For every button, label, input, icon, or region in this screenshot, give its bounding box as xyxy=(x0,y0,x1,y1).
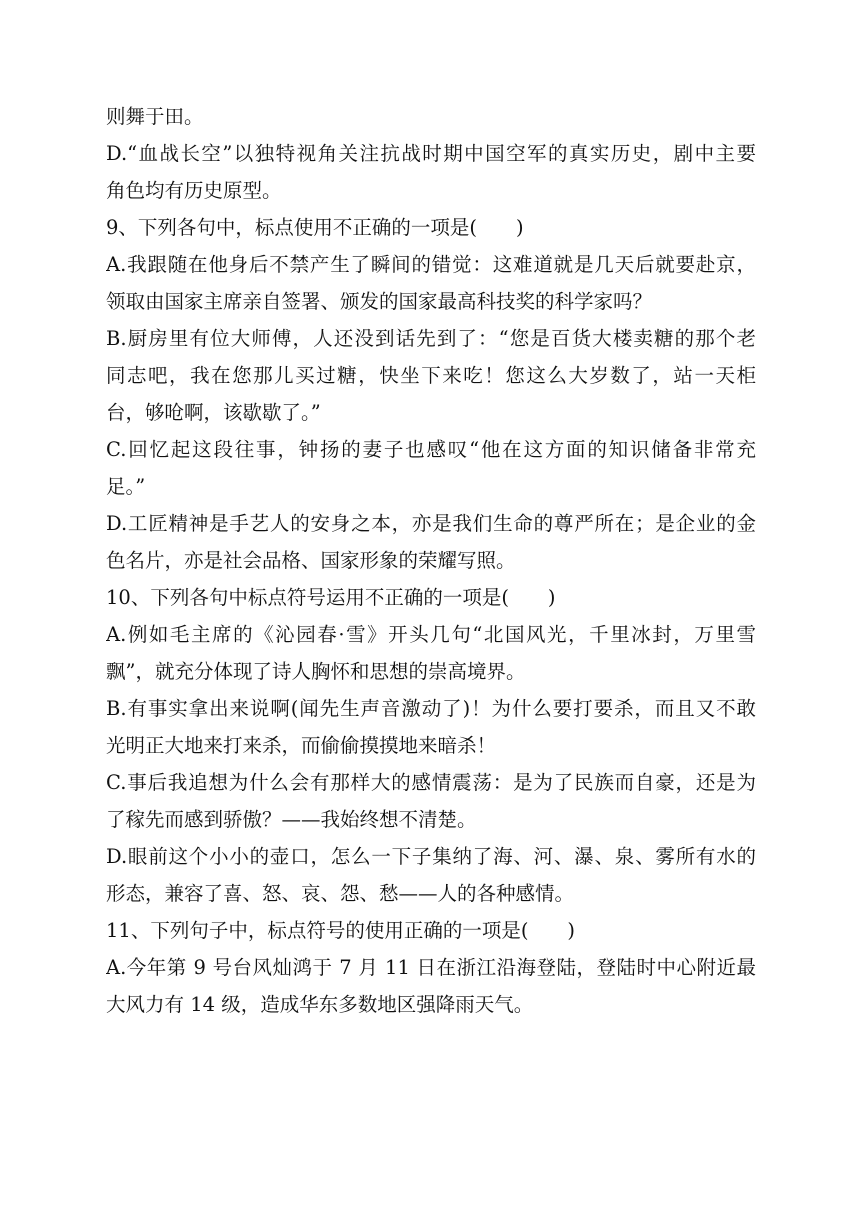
text-line: 台，够呛啊，该歇歇了。” xyxy=(106,401,321,424)
text-line: C.事后我追想为什么会有那样大的感情震荡：是为了民族而自豪，还是为 xyxy=(106,771,756,794)
text-line: 色名片，亦是社会品格、国家形象的荣耀写照。 xyxy=(106,549,516,572)
text-line: 光明正大地来打来杀，而偷偷摸摸地来暗杀！ xyxy=(106,734,497,757)
text-line: A.今年第 9 号台风灿鸿于 7 月 11 日在浙江沿海登陆，登陆时中心附近最 xyxy=(106,956,756,979)
question-11-stem: 11、下列句子中，标点符号的使用正确的一项是( ) xyxy=(106,919,576,942)
text-line: 则舞于田。 xyxy=(106,105,204,128)
text-line: 形态，兼容了喜、怒、哀、怨、愁——人的各种感情。 xyxy=(106,882,575,905)
text-line: 足。” xyxy=(106,475,146,498)
question-9-stem: 9、下列各句中，标点使用不正确的一项是( ) xyxy=(106,216,524,239)
text-line: 角色均有历史原型。 xyxy=(106,179,282,202)
text-line: B.有事实拿出来说啊(闻先生声音激动了)！为什么要打要杀，而且又不敢 xyxy=(106,697,756,720)
text-line: 同志吧，我在您那儿买过糖，快坐下来吃！您这么大岁数了，站一天柜 xyxy=(106,364,756,387)
text-line: D.工匠精神是手艺人的安身之本，亦是我们生命的尊严所在；是企业的金 xyxy=(106,512,756,535)
text-line: 领取由国家主席亲自签署、颁发的国家最高科技奖的科学家吗？ xyxy=(106,290,653,313)
text-line: A.例如毛主席的《沁园春·雪》开头几句“北国风光，千里冰封，万里雪 xyxy=(106,623,756,646)
text-line: C.回忆起这段往事，钟扬的妻子也感叹“他在这方面的知识储备非常充 xyxy=(106,438,756,461)
text-line: 大风力有 14 级，造成华东多数地区强降雨天气。 xyxy=(106,993,534,1016)
text-line: A.我跟随在他身后不禁产生了瞬间的错觉：这难道就是几天后就要赴京， xyxy=(106,253,756,276)
document-page xyxy=(106,98,756,1023)
text-line: D.“血战长空”以独特视角关注抗战时期中国空军的真实历史，剧中主要 xyxy=(106,142,756,165)
text-line: 飘”，就充分体现了诗人胸怀和思想的崇高境界。 xyxy=(106,660,526,683)
question-10-stem: 10、下列各句中标点符号运用不正确的一项是( ) xyxy=(106,586,556,609)
text-line: D.眼前这个小小的壶口，怎么一下子集纳了海、河、瀑、泉、雾所有水的 xyxy=(106,845,756,868)
text-line: B.厨房里有位大师傅，人还没到话先到了：“您是百货大楼卖糖的那个老 xyxy=(106,327,756,350)
text-line: 了稼先而感到骄傲？——我始终想不清楚。 xyxy=(106,808,477,831)
